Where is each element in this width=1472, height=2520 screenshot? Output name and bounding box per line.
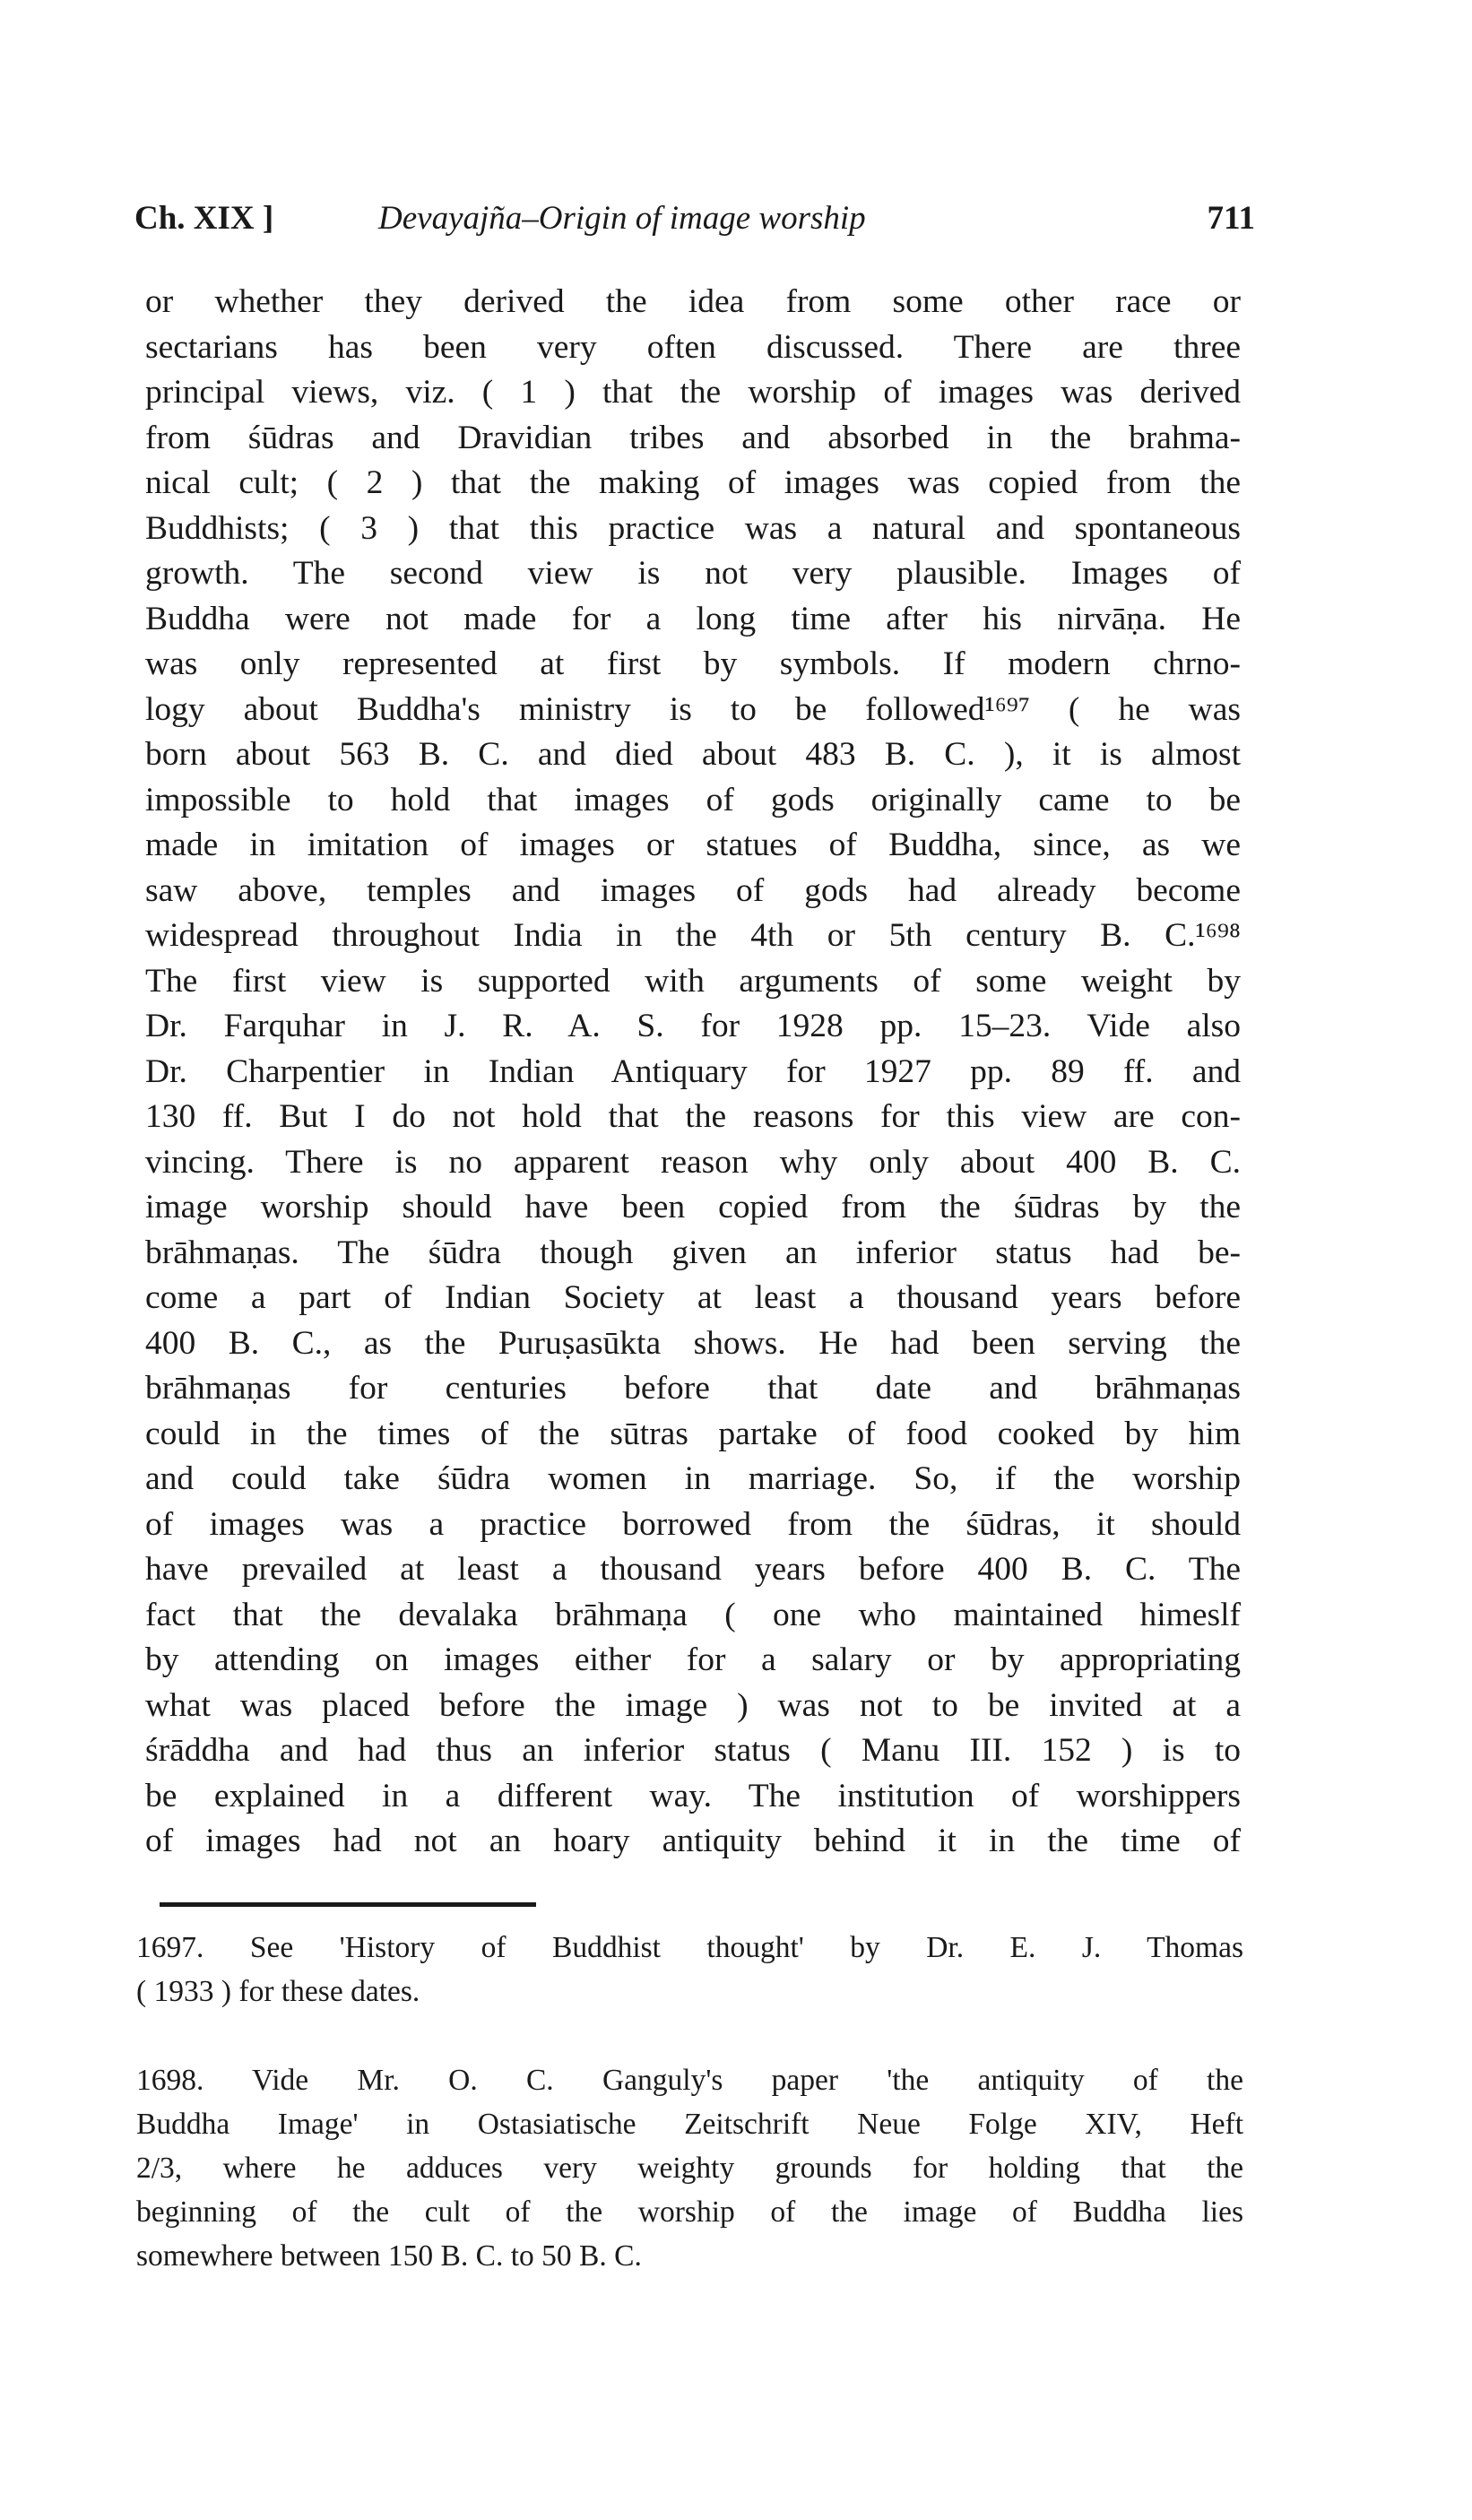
body-line: brāhmaṇas for centuries before that date and brāhmaṇas (145, 1370, 1241, 1407)
footnote-line: ( 1933 ) for these dates. (136, 1975, 420, 2008)
body-line: by attending on images either for a salary or by appropriating (145, 1641, 1241, 1678)
body-line: could in the times of the sūtras partake of food cooked by him (145, 1415, 1241, 1452)
chapter-label: Ch. XIX ] (134, 200, 274, 237)
body-line: of images was a practice borrowed from the śūdras, it should (145, 1505, 1241, 1543)
body-line: 130 ff. But I do not hold that the reasons for this view are con- (145, 1098, 1241, 1135)
body-line: made in imitation of images or statues of Buddha, since, as we (145, 827, 1241, 863)
body-line: of images had not an hoary antiquity behind it in the time of (145, 1823, 1241, 1859)
page-number: 711 (1207, 200, 1255, 237)
body-line: sectarians has been very often discussed. There are three (145, 328, 1241, 366)
footnote-1697 (136, 1926, 1243, 2013)
footnote-line: 1697. See 'History of Buddhist thought' by Dr. E. J. Thomas (136, 1931, 1243, 1964)
body-line: Buddhists; ( 3 ) that this practice was a natural and spontaneous (145, 509, 1241, 547)
body-line: Dr. Charpentier in Indian Antiquary for 1927 pp. 89 ff. and (145, 1052, 1241, 1090)
body-line: fact that the devalaka brāhmaṇa ( one who maintained himeslf (145, 1596, 1241, 1633)
body-line: brāhmaṇas. The śūdra though given an inferior status had be- (145, 1234, 1241, 1271)
body-line: 400 B. C., as the Puruṣasūkta shows. He had been serving the (145, 1324, 1241, 1362)
body-line: from śūdras and Dravidian tribes and absorbed in the brahma- (145, 419, 1241, 456)
running-title: Devayajña–Origin of image worship (378, 200, 866, 237)
body-line: born about 563 B. C. and died about 483 B. C. ), it is almost (145, 736, 1241, 773)
footnote-line: somewhere between 150 B. C. to 50 B. C. (136, 2239, 642, 2273)
body-line: what was placed before the image ) was not to be invited at a (145, 1686, 1241, 1724)
footnote-1698 (136, 2058, 1243, 2278)
body-line: Dr. Farquhar in J. R. A. S. for 1928 pp. 15–23. Vide also (145, 1008, 1241, 1044)
footnote-line: Buddha Image' in Ostasiatische Zeitschrift Neue Folge XIV, Heft (136, 2108, 1243, 2141)
body-line: was only represented at first by symbols. If modern chrno- (145, 645, 1241, 682)
body-line: vincing. There is no apparent reason why only about 400 B. C. (145, 1143, 1241, 1181)
body-line: The first view is supported with arguments of some weight by (145, 962, 1241, 1000)
body-line: image worship should have been copied from the śūdras by the (145, 1189, 1241, 1225)
footnote-line: 1698. Vide Mr. O. C. Ganguly's paper 'the antiquity of the (136, 2064, 1243, 2097)
body-line: be explained in a different way. The institution of worshippers (145, 1777, 1241, 1814)
body-line: impossible to hold that images of gods originally came to be (145, 781, 1241, 818)
body-line: widespread throughout India in the 4th or 5th century B. C.¹⁶⁹⁸ (145, 917, 1241, 954)
body-line: growth. The second view is not very plausible. Images of (145, 555, 1241, 592)
body-line: come a part of Indian Society at least a thousand years before (145, 1279, 1241, 1316)
body-line: and could take śūdra women in marriage. So, if the worship (145, 1460, 1241, 1497)
body-line: nical cult; ( 2 ) that the making of images was copied from the (145, 464, 1241, 501)
body-line: principal views, viz. ( 1 ) that the worship of images was derived (145, 374, 1241, 411)
body-line: saw above, temples and images of gods had already become (145, 871, 1241, 909)
footnotes (136, 1926, 1243, 2278)
body-line: logy about Buddha's ministry is to be followed¹⁶⁹⁷ ( he was (145, 690, 1241, 728)
body-line: or whether they derived the idea from some other race or (145, 283, 1241, 320)
footnote-line: beginning of the cult of the worship of the image of Buddha lies (136, 2195, 1243, 2229)
body-line: Buddha were not made for a long time after his nirvāṇa. He (145, 600, 1241, 637)
body-line: śrāddha and had thus an inferior status ( Manu III. 152 ) is to (145, 1732, 1241, 1769)
body-line: have prevailed at least a thousand years before 400 B. C. The (145, 1551, 1241, 1588)
body-text (145, 280, 1241, 1865)
footnote-rule (160, 1902, 536, 1907)
running-head (134, 199, 1255, 253)
footnote-line: 2/3, where he adduces very weighty grounds for holding that the (136, 2152, 1243, 2185)
